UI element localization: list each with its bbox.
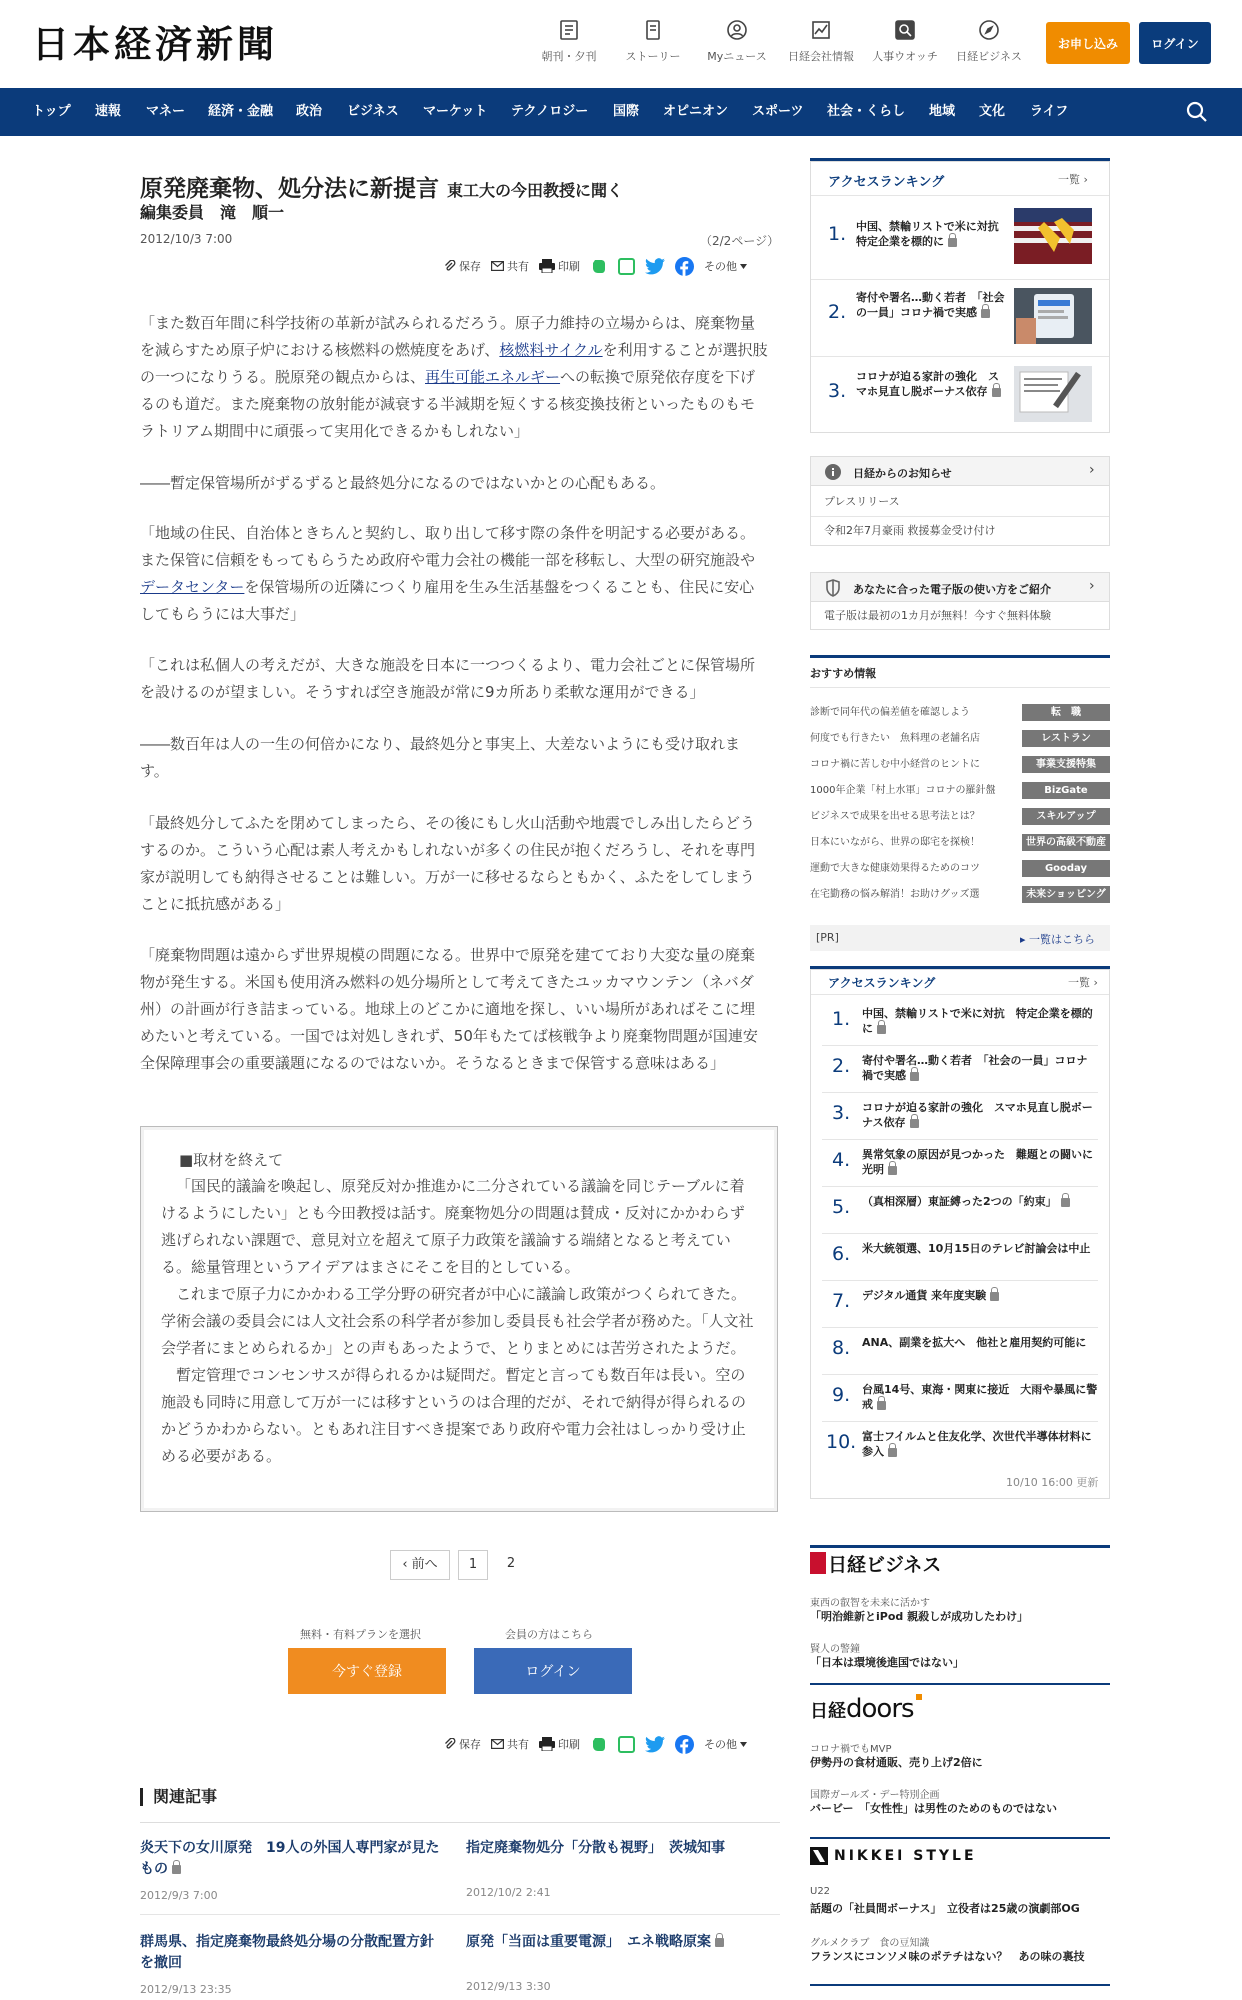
gnav-item-business[interactable]: ビジネス <box>347 104 399 119</box>
digital-guide-title: あなたに合った電子版の使い方をご紹介 <box>853 583 1051 596</box>
article-author: 編集委員 滝 順一 <box>140 203 285 222</box>
evernote-icon[interactable] <box>590 257 608 275</box>
related-date: 2012/9/13 23:35 <box>140 1983 232 1996</box>
subscribe-button[interactable]: お申し込み <box>1046 22 1130 64</box>
nb-logo-mark <box>810 1552 826 1574</box>
lock-icon <box>992 388 1001 397</box>
printer-icon <box>539 1737 555 1751</box>
lock-icon <box>715 1938 724 1947</box>
person-search-icon <box>893 18 917 42</box>
evernote-icon[interactable] <box>590 1735 608 1753</box>
style-item-sub: U22 <box>810 1886 831 1897</box>
pr-tag: 事業支援特集 <box>1022 756 1110 773</box>
rank-number: 7. <box>832 1290 851 1312</box>
share-button[interactable]: 共有 <box>491 258 529 274</box>
thumbnail-image <box>1014 288 1092 344</box>
more-share-button[interactable]: その他 <box>704 1736 747 1752</box>
article-paragraph: ――暫定保管場所がずるずると最終処分になるのではないかとの心配もある。 <box>140 474 666 492</box>
divider <box>822 1374 1098 1375</box>
style-item-title[interactable]: フランスにコンソメ味のポテチはない？ あの味の裏技 <box>810 1950 1085 1963</box>
divider <box>811 516 1109 517</box>
nb-item-title[interactable]: 「明治維新とiPod 親殺しが成功したわけ」 <box>810 1610 1029 1623</box>
mail-icon <box>491 261 504 271</box>
nav-my-news[interactable] <box>697 18 777 64</box>
story-icon <box>641 18 665 42</box>
rank-number: 8. <box>832 1337 851 1359</box>
more-share-button[interactable]: その他 <box>704 258 747 274</box>
page-2-current: 2 <box>506 1556 516 1571</box>
pr-tag: 転 職 <box>1022 704 1110 721</box>
nav-nikkei-business[interactable] <box>949 18 1029 64</box>
link-nuclear-fuel-cycle[interactable]: 核燃料サイクル <box>499 341 603 359</box>
lock-icon <box>981 309 990 318</box>
rank-title: 中国、禁輸リストで米に対抗 特定企業を標的に <box>862 1007 1093 1035</box>
afterword-paragraph: 暫定管理でコンセンサスが得られるかは疑問だ。暫定と言っても数百年は長い。空の施設も同時に用意して万が一には移すというのは合理的だが、それで納得が得られるのかどうかわからない。ともあれ注目すべき提案であり政府や電力会社はしっかり受け止める必要がある。 <box>161 1366 747 1465</box>
nav-label: Myニュース <box>707 50 767 63</box>
nav-label: ストーリー <box>625 50 681 63</box>
notice-item[interactable]: プレスリリース <box>824 495 900 508</box>
divider <box>822 1327 1098 1328</box>
page-1-link[interactable]: 1 <box>458 1550 488 1580</box>
caret-right-icon: ▸ <box>1020 933 1026 946</box>
rank-title: 異常気象の原因が見つかった 難題との闘いに光明 <box>862 1148 1093 1176</box>
digital-guide-header[interactable] <box>810 572 1110 602</box>
chevron-right-icon: › <box>1083 173 1088 186</box>
rank-title: （真相深層）東証縛った2つの「約束」 <box>862 1194 1098 1209</box>
nav-personnel-watch[interactable] <box>865 18 945 64</box>
article-paragraph: ――数百年は人の一生の何倍かになり、最終処分と事実上、大差ないようにも受け取れます。 <box>140 735 741 780</box>
notice-title: 日経からのお知らせ <box>853 467 952 480</box>
article-paragraph: 「最終処分してふたを閉めてしまったら、その後にもし火山活動や地震でしみ出したらどうするのか。こういう心配は素人考えかもしれないが多くの住民が抱くだろうし、それを専門家が説明しても納得させることは難しい。万が一に移せるならともかく、ふたをしてしまうことに抵抗感がある」 <box>140 814 756 913</box>
nav-company-info[interactable] <box>781 18 861 64</box>
nikkei-doors-logo[interactable]: 日経doors <box>810 1694 922 1726</box>
member-label: 会員の方はこちら <box>505 1628 593 1641</box>
twitter-icon[interactable] <box>645 258 665 275</box>
rank-title: コロナが迫る家計の強化 スマホ見直し脱ボーナス依存 <box>856 370 999 398</box>
pr-tag: 未来ショッピング <box>1022 886 1110 903</box>
nav-label: 朝刊・夕刊 <box>541 50 597 63</box>
user-icon <box>725 18 749 42</box>
shield-icon <box>825 579 841 597</box>
link-data-center[interactable]: データセンター <box>140 578 245 596</box>
related-heading: 関連記事 <box>140 1788 217 1806</box>
divider <box>822 1139 1098 1140</box>
pr-item[interactable]: コロナ禍に苦しむ中小経営のヒントに 事業支援特集 <box>810 755 1110 777</box>
prev-page-button[interactable]: ‹ 前へ <box>390 1550 450 1580</box>
gnav-item-sports[interactable]: スポーツ <box>752 104 804 119</box>
gnav-item-technology[interactable]: テクノロジー <box>511 104 589 119</box>
gnav-item-opinion[interactable]: オピニオン <box>663 104 729 119</box>
divider <box>140 1822 780 1823</box>
article-paragraph: 「また数百年間に科学技術の革新が試みられるだろう。原子力維持の立場からは、廃棄物量を減らすため原子炉における核燃料の燃焼度をあげ、核燃料サイクルを利用することが選択肢の一つになりうる。脱原発の観点からは、再生可能エネルギーへの転換で原発依存度を下げるのも道だ。また廃棄物の放射能が減衰する半減期を短くする核変換技術といったものもモラトリアム期間中に頑張って実用化できるかもしれない」 <box>140 314 768 440</box>
nikkei-style-logo[interactable]: NIKKEI STYLE <box>810 1845 977 1867</box>
lock-icon <box>877 1025 886 1034</box>
divider <box>811 994 1109 995</box>
pr-footer <box>810 925 1110 951</box>
pr-title: おすすめ情報 <box>810 667 877 680</box>
nav-label: 日経ビジネス <box>956 50 1022 63</box>
related-date: 2012/9/13 3:30 <box>466 1980 551 1993</box>
gnav-item-international[interactable]: 国際 <box>613 104 640 119</box>
rank-title: 富士フイルムと住友化学、次世代半導体材料に参入 <box>862 1430 1092 1458</box>
rank-title: 米大統領選、10月15日のテレビ討論会は中止 <box>862 1242 1091 1255</box>
compass-icon <box>977 18 1001 42</box>
related-date: 2012/10/2 2:41 <box>466 1886 551 1899</box>
nb-item-sub: 賢人の警鐘 <box>810 1644 860 1655</box>
divider <box>811 195 1109 196</box>
facebook-icon[interactable] <box>675 257 694 276</box>
facebook-icon[interactable] <box>675 1735 694 1754</box>
doors-item-sub: 国際ガールズ・デー特別企画 <box>810 1790 940 1801</box>
info-icon <box>825 464 841 480</box>
nb-item-sub: 東西の叡智を未来に活かす <box>810 1598 930 1609</box>
nav-label: 人事ウオッチ <box>872 50 938 63</box>
chevron-right-icon: › <box>1089 578 1095 594</box>
afterword-heading: ■取材を終えて <box>179 1151 284 1169</box>
link-renewable-energy[interactable]: 再生可能エネルギー <box>425 368 561 386</box>
share-toolbar-top <box>444 255 747 277</box>
nav-morning-evening[interactable] <box>529 18 609 64</box>
rank-number: 10. <box>826 1431 857 1453</box>
nav-story[interactable] <box>613 18 693 64</box>
clip-icon <box>444 1738 456 1750</box>
afterword-box <box>140 1126 778 1512</box>
rank-title: 寄付や署名…動く若者 「社会の一員」コロナ禍で実感 <box>862 1054 1088 1082</box>
related-article-link[interactable]: 炎天下の女川原発 19人の外国人専門家が見たもの <box>140 1840 440 1877</box>
chevron-left-icon: ‹ <box>402 1557 408 1572</box>
doors-border <box>810 1683 1110 1685</box>
lock-icon <box>948 238 957 247</box>
afterword-text <box>161 1173 759 1470</box>
article-paragraph: 「地域の住民、自治体ときちんと契約し、取り出して移す際の条件を明記する必要がある。また保管に信頼をもってもらうため政府や電力会社の機能一部を移転し、大型の研究施設やデータセンターを保管場所の近隣につくり雇用を生み生活基盤をつくることも、住民に安心してもらうには大事だ」 <box>140 524 756 623</box>
global-nav <box>0 88 1242 136</box>
gnav-item-politics[interactable]: 政治 <box>296 104 323 119</box>
doors-item-sub: コロナ禍でもMVP <box>810 1744 892 1755</box>
nav-label: 日経会社情報 <box>788 50 854 63</box>
chevron-right-icon: › <box>1089 462 1095 478</box>
gnav-item-culture[interactable]: 文化 <box>979 104 1006 119</box>
next-section-border <box>810 1984 1110 1986</box>
rank-number: 9. <box>832 1384 851 1406</box>
pr-item[interactable]: 運動で大きな健康効果得るためのコツ Gooday <box>810 859 1110 881</box>
related-date: 2012/9/3 7:00 <box>140 1889 218 1902</box>
lock-icon <box>1061 1198 1070 1207</box>
lock-icon <box>877 1401 886 1410</box>
pr-tag: レストラン <box>1022 730 1110 747</box>
doors-dot <box>916 1694 922 1700</box>
divider <box>810 687 1110 688</box>
rank-number: 4. <box>832 1149 851 1171</box>
twitter-icon[interactable] <box>645 1736 665 1753</box>
print-button[interactable]: 印刷 <box>539 1736 580 1752</box>
divider <box>822 1233 1098 1234</box>
chart-icon <box>809 18 833 42</box>
afterword-paragraph: これまで原子力にかかわる工学分野の研究者が中心に議論し政策がつくられてきた。学術会議の委員会には人文社会系の科学者が参加し委員長も社会学者が務めた。「人文社会学者にまとめられるか」との声もあったようで、とりまとめには苦労されたようだ。 <box>161 1285 754 1357</box>
access-ranking-panel-2 <box>810 969 1110 1499</box>
rank-number: 2. <box>828 301 847 323</box>
nb-item-title[interactable]: 「日本は環境後進国ではない」 <box>810 1656 964 1669</box>
article-title: 原発廃棄物、処分法に新提言 東工大の今田教授に聞く <box>140 176 624 202</box>
gnav-item-market[interactable]: マーケット <box>423 104 488 119</box>
notice-header[interactable] <box>810 456 1110 486</box>
ranking-title: アクセスランキング <box>828 976 936 990</box>
page-indicator: （2/2ページ） <box>700 234 780 248</box>
rank-title: コロナが迫る家計の強化 スマホ見直し脱ボーナス依存 <box>862 1101 1093 1129</box>
pr-item[interactable]: 日本にいながら、世界の邸宅を探検！ 世界の高級不動産 <box>810 833 1110 855</box>
style-item-sub: グルメクラブ 食の豆知識 <box>810 1938 930 1949</box>
divider <box>811 279 1109 280</box>
lock-icon <box>172 1865 181 1874</box>
ranking-title: アクセスランキング <box>828 175 945 190</box>
rank-number: 2. <box>832 1055 851 1077</box>
site-header <box>0 0 1242 88</box>
ranking-more-link[interactable]: 一覧 › <box>1058 173 1088 186</box>
article-subtitle: 東工大の今田教授に聞く <box>447 181 624 200</box>
related-article-link[interactable]: 群馬県、指定廃棄物最終処分場の分散配置方針を撤回 <box>140 1934 434 1971</box>
share-toolbar-bottom <box>444 1733 747 1755</box>
ranking-updated: 10/10 16:00 更新 <box>1006 1476 1099 1489</box>
site-logo[interactable]: 日本経済新聞 <box>32 22 278 66</box>
thumbnail-image <box>1014 366 1092 422</box>
rank-title: 寄付や署名…動く若者 「社会の一員」コロナ禍で実感 <box>856 291 1005 319</box>
chevron-right-icon: › <box>1093 976 1098 989</box>
doors-item-title[interactable]: 伊勢丹の食材通販、売り上げ2倍に <box>810 1756 983 1769</box>
afterword-paragraph: 「国民的議論を喚起し、原発反対か推進かに二分されている議論を同じテーブルに着けるようにしたい」とも今田教授は話す。廃棄物処分の問題は賛成・反対にかかわらず逃げられない課題で、意見対立を超えて原子力政策を議論する端緒となると考えている。総量管理というアイデアはまさにそこを目的としている。 <box>161 1177 745 1276</box>
notice-item[interactable]: 令和2年7月豪雨 救援募金受け付け <box>824 524 996 537</box>
login-button-bottom[interactable]: ログイン <box>474 1648 632 1694</box>
rank-number: 3. <box>832 1102 851 1124</box>
pr-item[interactable]: 1000年企業「村上水軍」コロナの羅針盤 BizGate <box>810 781 1110 803</box>
rank-number: 6. <box>832 1243 851 1265</box>
caret-down-icon <box>740 264 747 269</box>
save-button[interactable]: 保存 <box>444 258 481 274</box>
rank-title: ANA、副業を拡大へ 他社と雇用契約可能に <box>862 1336 1087 1349</box>
pr-label: [PR] <box>816 931 839 944</box>
rank-number: 1. <box>828 223 847 245</box>
thumbnail-image <box>1014 208 1092 264</box>
pr-item[interactable]: 何度でも行きたい 魚料理の老舗名店 レストラン <box>810 729 1110 751</box>
article-paragraph: 「これは私個人の考えだが、大きな施設を日本に一つつくるより、電力会社ごとに保管場所を設けるのが望ましい。そうすれば空き施設が常に9カ所あり柔軟な運用ができる」 <box>140 656 756 701</box>
doors-item-title[interactable]: バービー 「女性性」は男性のためのものではない <box>810 1802 1058 1815</box>
plan-select-label: 無料・有料プランを選択 <box>300 1628 421 1641</box>
divider <box>822 1092 1098 1093</box>
lock-icon <box>990 1292 999 1301</box>
register-button[interactable]: 今すぐ登録 <box>288 1648 446 1694</box>
nb-border <box>810 1545 1110 1548</box>
printer-icon <box>539 259 555 273</box>
ranking-more-link[interactable]: 一覧 › <box>1068 976 1098 989</box>
style-item-title[interactable]: 話題の「社員間ボーナス」 立役者は25歳の演劇部OG <box>810 1902 1080 1915</box>
login-button[interactable]: ログイン <box>1139 22 1211 64</box>
search-icon[interactable] <box>1185 100 1209 124</box>
style-border <box>810 1837 1110 1839</box>
article-date: 2012/10/3 7:00 <box>140 232 233 246</box>
newspaper-icon <box>557 18 581 42</box>
pr-item[interactable]: 在宅勤務の悩み解消！お助けグッズ選 未来ショッピング <box>810 885 1110 907</box>
rank-number: 5. <box>832 1196 851 1218</box>
mail-icon <box>491 1739 504 1749</box>
pr-more-link[interactable]: ▸ 一覧はこちら <box>1020 933 1096 946</box>
share-button[interactable]: 共有 <box>491 1736 529 1752</box>
lock-icon <box>910 1072 919 1081</box>
note-icon[interactable] <box>618 258 635 275</box>
gnav-item-region[interactable]: 地域 <box>929 104 956 119</box>
nikkei-business-logo[interactable]: 日経ビジネス <box>810 1551 941 1575</box>
pr-tag: 世界の高級不動産 <box>1022 834 1110 851</box>
pr-tag: BizGate <box>1022 782 1110 799</box>
divider <box>811 356 1109 357</box>
pr-tag: スキルアップ <box>1022 808 1110 825</box>
pr-tag: Gooday <box>1022 860 1110 877</box>
rank-title: 台風14号、東海・関東に接近 大雨や暴風に警戒 <box>862 1383 1098 1411</box>
rank-number: 3. <box>828 380 847 402</box>
gnav-item-economy[interactable]: 経済・金融 <box>208 104 274 119</box>
rank-title: 中国、禁輸リストで米に対抗 特定企業を標的に <box>856 220 1010 248</box>
save-button[interactable]: 保存 <box>444 1736 481 1752</box>
gnav-item-society[interactable]: 社会・くらし <box>827 104 906 119</box>
style-logo-mark <box>810 1847 828 1865</box>
lock-icon <box>888 1448 897 1457</box>
clip-icon <box>444 260 456 272</box>
pr-item[interactable]: ビジネスで成果を出せる思考法とは？ スキルアップ <box>810 807 1110 829</box>
gnav-item-life[interactable]: ライフ <box>1030 104 1069 119</box>
divider <box>822 1280 1098 1281</box>
rank-title: デジタル通貨 来年度実験 <box>862 1288 1098 1303</box>
pr-section-border <box>810 655 1110 658</box>
related-article-link[interactable]: 原発「当面は重要電源」 エネ戦略原案 <box>466 1932 766 1953</box>
gnav-item-top[interactable]: トップ <box>32 104 71 119</box>
divider <box>822 1186 1098 1187</box>
rank-number: 1. <box>832 1008 851 1030</box>
lock-icon <box>910 1119 919 1128</box>
pr-item[interactable]: 診断で同年代の偏差値を確認しよう 転 職 <box>810 703 1110 725</box>
related-article-link[interactable]: 指定廃棄物処分「分散も視野」 茨城知事 <box>466 1840 725 1856</box>
divider <box>822 1045 1098 1046</box>
caret-down-icon <box>740 1742 747 1747</box>
print-button[interactable]: 印刷 <box>539 258 580 274</box>
digital-guide-text[interactable]: 電子版は最初の1カ月が無料！今すぐ無料体験 <box>824 609 1051 622</box>
lock-icon <box>888 1166 897 1175</box>
gnav-item-flash[interactable]: 速報 <box>95 104 122 119</box>
note-icon[interactable] <box>618 1736 635 1753</box>
divider <box>140 1914 780 1915</box>
divider <box>822 1421 1098 1422</box>
article-paragraph: 「廃棄物問題は遠からず世界規模の問題になる。世界中で原発を建てており大変な量の廃棄物が発生する。米国も使用済み燃料の処分場所として考えてきたユッカマウンテン（ネバダ州）の計画が行き詰まっている。地球上のどこかに適地を探し、いい場所があればそこに埋めたいと考えている。一国では対処しきれず、50年もたてば核戦争より廃棄物問題が国連安全保障理事会の重要議題になるのではないか。そうなるときまで保管する意味はある」 <box>140 946 758 1072</box>
gnav-item-money[interactable]: マネー <box>146 104 186 119</box>
